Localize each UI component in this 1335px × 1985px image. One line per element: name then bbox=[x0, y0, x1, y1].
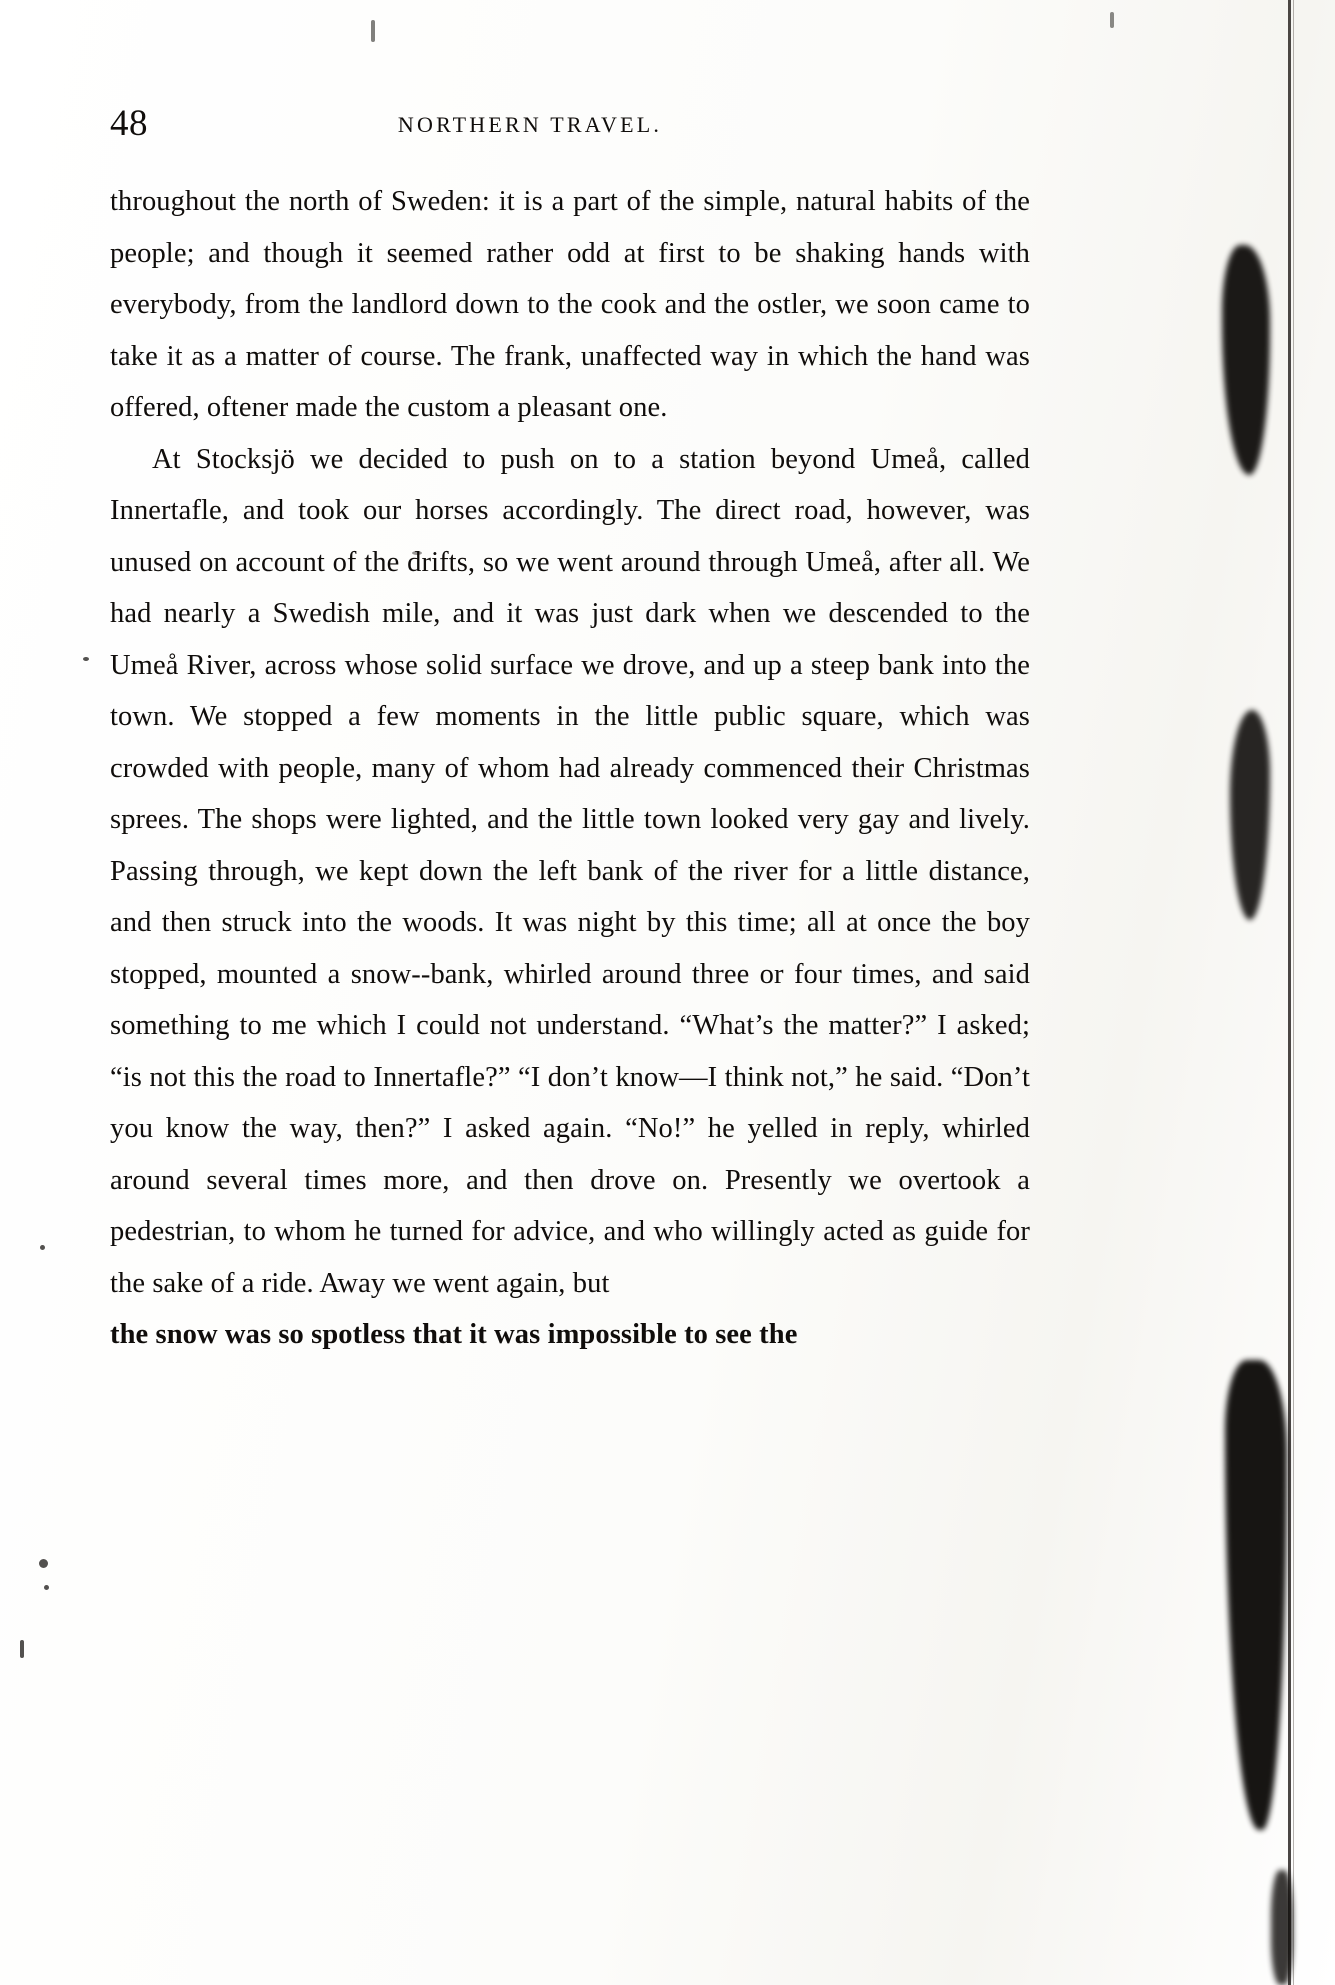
scan-shadow-blot bbox=[1222, 245, 1270, 475]
body-text bbox=[110, 176, 1030, 1361]
paper-speck bbox=[44, 1585, 49, 1590]
paper-speck bbox=[1110, 12, 1114, 28]
gutter-edge-line bbox=[1288, 0, 1291, 1985]
gutter-edge-line-secondary bbox=[1293, 0, 1294, 1985]
scan-shadow-blot bbox=[1225, 1360, 1287, 1830]
scan-shadow-blot bbox=[1271, 1870, 1293, 1985]
scan-shadow-blot bbox=[1230, 710, 1270, 920]
paper-speck bbox=[39, 1559, 48, 1568]
paper-speck bbox=[20, 1640, 24, 1658]
catch-line: the snow was so spotless that it was impossible to see the bbox=[110, 1319, 798, 1350]
page-header bbox=[110, 96, 1170, 156]
paper-speck bbox=[83, 657, 89, 661]
paper-speck bbox=[371, 20, 375, 42]
page-text-block bbox=[110, 96, 1170, 1361]
paragraph: throughout the north of Sweden: it is a part of the simple, natural habits of the people; and though it seemed rather odd at first to be shaking hands with everybody, from the landlord down to the cook and the ostler, we soon came to take it as a matter of course. The frank, unaffected way in which the hand was offered, oftener made the custom a pleasant one. bbox=[110, 186, 1030, 423]
binding-gutter bbox=[1175, 0, 1335, 1985]
paper-speck bbox=[40, 1245, 45, 1250]
paragraph: At Stocksjö we decided to push on to a station beyond Umeå, called Innertafle, and took our horses accordingly. The direct road, however, was unused on account of the drifts, so we went around through Umeå, after all. We had nearly a Swedish mile, and it was just dark when we descended to the Umeå River, across whose solid surface we drove, and up a steep bank into the town. We stopped a few moments in the little public square, which was crowded with people, many of whom had already commenced their Christmas sprees. The shops were lighted, and the little town looked very gay and lively. Passing through, we kept down the left bank of the river for a little distance, and then struck into the woods. It was night by this time; all at once the boy stopped, mounted a snow--bank, whirled around three or four times, and said something to me which I could not understand. “What’s the matter?” I asked; “is not this the road to Innertafle?” “I don’t know—I think not,” he said. “Don’t you know the way, then?” I asked again. “No!” he yelled in reply, whirled around several times more, and then drove on. Presently we overtook a pedestrian, to whom he turned for advice, and who willingly acted as guide for the sake of a ride. Away we went again, but bbox=[110, 443, 1030, 1299]
running-head: NORTHERN TRAVEL. bbox=[397, 112, 663, 137]
page-number: 48 bbox=[110, 103, 148, 144]
